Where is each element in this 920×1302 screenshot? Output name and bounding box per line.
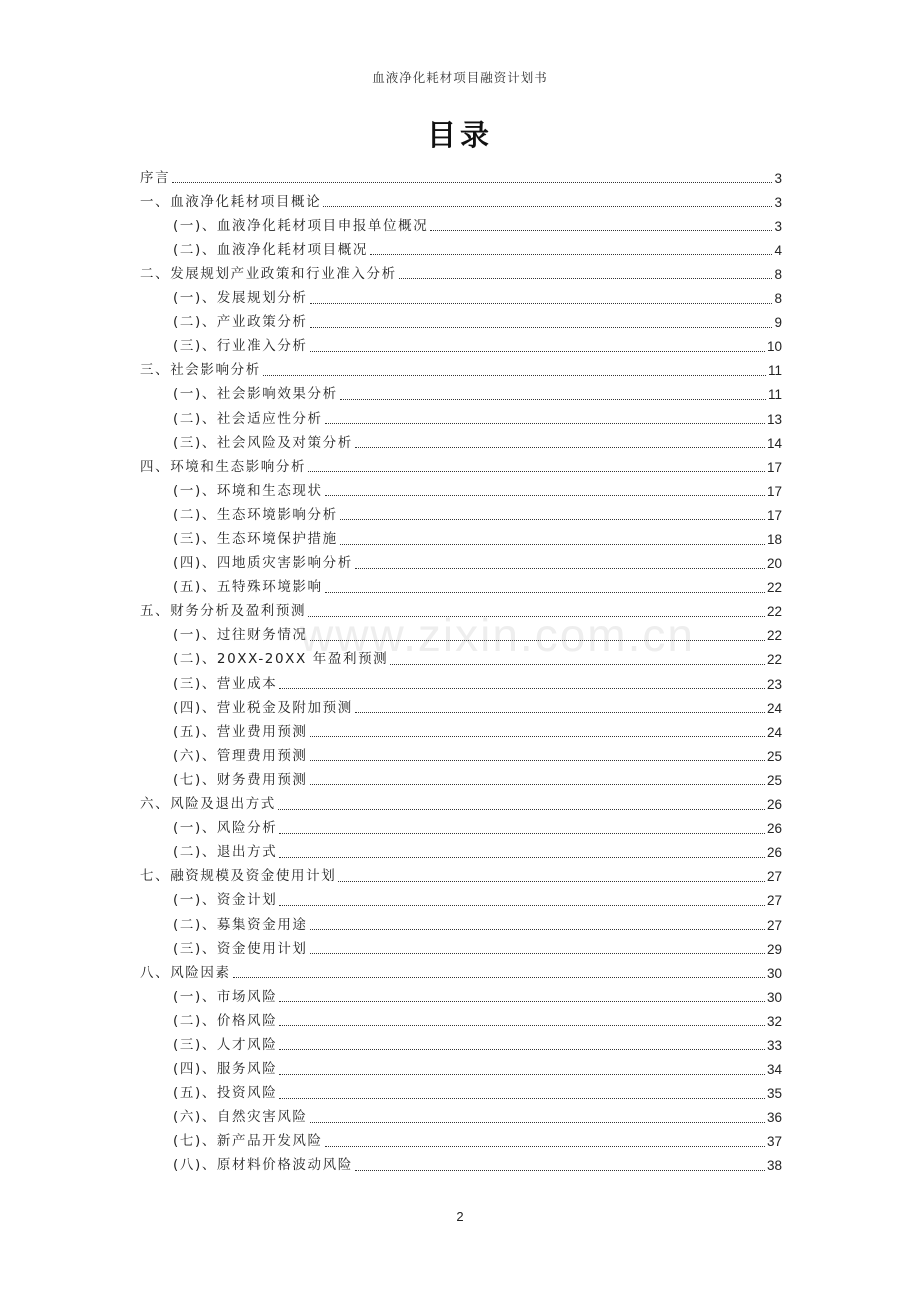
dot-leader bbox=[279, 856, 765, 858]
toc-entry-label: (八)、原材料价格波动风险 bbox=[173, 1157, 353, 1174]
toc-entry-label: 三、社会影响分析 bbox=[140, 362, 261, 379]
dot-leader bbox=[370, 253, 773, 255]
toc-entry[interactable] bbox=[140, 354, 782, 378]
toc-entry-page: 22 bbox=[766, 652, 782, 668]
dot-leader bbox=[279, 832, 765, 834]
toc-entry-page: 26 bbox=[766, 821, 782, 837]
toc-entry[interactable] bbox=[140, 378, 782, 402]
toc-entry-label: (一)、市场风险 bbox=[173, 988, 278, 1005]
dot-leader bbox=[399, 277, 773, 279]
dot-leader bbox=[310, 302, 773, 304]
dot-leader bbox=[279, 1024, 765, 1026]
toc-entry-label: (一)、社会影响效果分析 bbox=[173, 386, 338, 403]
toc-entry-page: 3 bbox=[774, 170, 782, 186]
toc-entry-label: (三)、营业成本 bbox=[173, 675, 278, 692]
dot-leader bbox=[340, 518, 765, 520]
toc-entry[interactable] bbox=[140, 233, 782, 257]
toc-entry[interactable] bbox=[140, 763, 782, 787]
toc-entry-page: 8 bbox=[774, 291, 782, 307]
toc-entry-label: (二)、产业政策分析 bbox=[173, 314, 308, 331]
toc-entry[interactable] bbox=[140, 908, 782, 932]
toc-entry-page: 17 bbox=[766, 507, 782, 523]
toc-entry[interactable] bbox=[140, 812, 782, 836]
dot-leader bbox=[323, 205, 772, 207]
toc-entry[interactable] bbox=[140, 836, 782, 860]
toc-entry-page: 22 bbox=[766, 604, 782, 620]
toc-entry-label: (三)、生态环境保护措施 bbox=[173, 531, 338, 547]
toc-entry-page: 25 bbox=[766, 772, 782, 788]
dot-leader bbox=[279, 904, 765, 906]
toc-entry-page: 23 bbox=[766, 676, 782, 692]
toc-entry[interactable] bbox=[140, 860, 782, 884]
toc-entry[interactable] bbox=[140, 209, 782, 233]
dot-leader bbox=[355, 711, 765, 713]
toc-entry-label: 四、环境和生态影响分析 bbox=[140, 458, 307, 475]
toc-entry-label: (一)、风险分析 bbox=[173, 820, 278, 837]
toc-entry[interactable] bbox=[140, 1101, 782, 1125]
toc-entry-page: 26 bbox=[766, 845, 782, 861]
dot-leader bbox=[310, 735, 765, 737]
toc-entry-page: 33 bbox=[766, 1037, 782, 1053]
toc-entry-label: (一)、环境和生态现状 bbox=[173, 482, 323, 499]
toc-entry-label: (三)、资金使用计划 bbox=[173, 940, 308, 957]
toc-entry[interactable] bbox=[140, 1004, 782, 1028]
toc-entry-label: (三)、人才风险 bbox=[173, 1036, 278, 1053]
toc-entry-label: (二)、社会适应性分析 bbox=[173, 410, 323, 427]
dot-leader bbox=[310, 1121, 765, 1123]
toc-entry[interactable] bbox=[140, 1052, 782, 1076]
toc-entry-page: 17 bbox=[766, 459, 782, 475]
toc-entry-page: 38 bbox=[766, 1158, 782, 1174]
toc-entry[interactable] bbox=[140, 691, 782, 715]
toc-entry-page: 37 bbox=[766, 1134, 782, 1150]
dot-leader bbox=[338, 880, 765, 882]
dot-leader bbox=[310, 639, 765, 641]
toc-entry-page: 3 bbox=[774, 218, 782, 234]
toc-entry[interactable] bbox=[140, 1077, 782, 1101]
dot-leader bbox=[310, 326, 773, 328]
toc-entry-label: (一)、血液净化耗材项目申报单位概况 bbox=[173, 217, 429, 234]
dot-leader bbox=[310, 952, 765, 954]
toc-entry-label: (四)、四地质灾害影响分析 bbox=[173, 555, 353, 572]
toc-entry-label: (五)、营业费用预测 bbox=[173, 723, 308, 740]
toc-entry-label: (五)、五特殊环境影响 bbox=[173, 579, 323, 596]
toc-entry[interactable] bbox=[140, 402, 782, 426]
toc-entry[interactable] bbox=[140, 185, 782, 209]
toc-entry[interactable] bbox=[140, 474, 782, 498]
dot-leader bbox=[310, 783, 765, 785]
dot-leader bbox=[310, 928, 765, 930]
toc-entry[interactable] bbox=[140, 330, 782, 354]
page-title: 目录 bbox=[426, 118, 493, 152]
toc-entry-label: (四)、服务风险 bbox=[173, 1061, 278, 1078]
toc-entry-label: (二)、价格风险 bbox=[173, 1012, 278, 1029]
toc-entry-page: 18 bbox=[766, 532, 782, 547]
dot-leader bbox=[279, 1048, 765, 1050]
dot-leader bbox=[340, 543, 765, 545]
toc-entry-page: 30 bbox=[766, 965, 782, 981]
dot-leader bbox=[279, 1097, 765, 1099]
toc-entry[interactable] bbox=[140, 884, 782, 908]
toc-entry[interactable] bbox=[140, 161, 782, 185]
toc-entry-label: 六、风险及退出方式 bbox=[140, 796, 276, 813]
toc-entry-page: 13 bbox=[766, 411, 782, 427]
toc-entry-label: 五、财务分析及盈利预测 bbox=[140, 603, 307, 620]
dot-leader bbox=[325, 422, 765, 424]
toc-entry[interactable] bbox=[140, 643, 782, 667]
toc-entry-label: (二)、退出方式 bbox=[173, 844, 278, 861]
dot-leader bbox=[172, 181, 772, 183]
dot-leader bbox=[279, 1073, 765, 1075]
toc-entry[interactable] bbox=[140, 426, 782, 450]
toc-entry-page: 30 bbox=[766, 989, 782, 1005]
toc-entry-label: 一、血液净化耗材项目概论 bbox=[140, 193, 322, 210]
toc-entry-label: (一)、过往财务情况 bbox=[173, 627, 308, 644]
toc-entry[interactable] bbox=[140, 1149, 782, 1173]
toc-entry-page: 14 bbox=[766, 435, 782, 451]
dot-leader bbox=[233, 976, 765, 978]
toc-entry-label: 七、融资规模及资金使用计划 bbox=[140, 868, 337, 885]
toc-entry[interactable] bbox=[140, 619, 782, 643]
toc-entry-label: (四)、营业税金及附加预测 bbox=[173, 699, 353, 716]
toc-entry-page: 10 bbox=[766, 339, 782, 355]
toc-entry-page: 36 bbox=[766, 1110, 782, 1126]
running-header: 血液净化耗材项目融资计划书 bbox=[372, 70, 548, 85]
dot-leader bbox=[340, 398, 766, 400]
toc-entry[interactable] bbox=[140, 956, 782, 980]
toc-entry-page: 34 bbox=[766, 1062, 782, 1078]
toc-entry[interactable] bbox=[140, 281, 782, 305]
toc-entry-label: (七)、财务费用预测 bbox=[173, 771, 308, 788]
toc-entry[interactable] bbox=[140, 547, 782, 571]
toc-entry-page: 9 bbox=[774, 315, 782, 331]
toc-entry-page: 24 bbox=[766, 700, 782, 716]
dot-leader bbox=[325, 494, 765, 496]
toc-entry-page: 22 bbox=[766, 580, 782, 596]
toc-entry-label: 八、风险因素 bbox=[140, 964, 231, 981]
toc-entry-page: 27 bbox=[766, 893, 782, 909]
toc-entry-page: 32 bbox=[766, 1013, 782, 1029]
toc-entry-page: 26 bbox=[766, 797, 782, 813]
watermark: www.zixin.com.cn bbox=[300, 609, 695, 661]
toc-entry-page: 20 bbox=[766, 556, 782, 572]
toc-entry-page: 11 bbox=[767, 363, 782, 379]
toc-entry-page: 35 bbox=[766, 1086, 782, 1102]
dot-leader bbox=[263, 374, 766, 376]
toc-entry-page: 27 bbox=[766, 869, 782, 885]
toc-entry-page: 3 bbox=[774, 194, 782, 210]
page-number: 2 bbox=[456, 1209, 464, 1224]
dot-leader bbox=[355, 1169, 765, 1171]
toc-entry[interactable] bbox=[140, 1125, 782, 1149]
toc-entry[interactable] bbox=[140, 522, 782, 546]
toc-entry[interactable] bbox=[140, 787, 782, 811]
toc-entry[interactable] bbox=[140, 306, 782, 330]
toc-entry-page: 29 bbox=[766, 941, 782, 957]
toc-entry-label: 二、发展规划产业政策和行业准入分析 bbox=[140, 265, 397, 282]
toc-entry-label: (五)、投资风险 bbox=[173, 1085, 278, 1102]
toc-entry[interactable] bbox=[140, 257, 782, 281]
toc-entry-label: 序言 bbox=[140, 169, 171, 186]
toc-entry[interactable] bbox=[140, 667, 782, 691]
toc-entry[interactable] bbox=[140, 715, 782, 739]
dot-leader bbox=[310, 350, 765, 352]
toc-entry-label: (二)、募集资金用途 bbox=[173, 916, 308, 933]
toc-entry-page: 17 bbox=[766, 483, 782, 499]
dot-leader bbox=[355, 446, 765, 448]
dot-leader bbox=[308, 470, 765, 472]
toc-entry[interactable] bbox=[140, 739, 782, 763]
dot-leader bbox=[355, 567, 765, 569]
table-of-contents bbox=[140, 161, 782, 1173]
toc-entry-label: (二)、血液净化耗材项目概况 bbox=[173, 241, 368, 258]
toc-entry-page: 11 bbox=[767, 387, 782, 403]
toc-entry-label: (六)、管理费用预测 bbox=[173, 747, 308, 764]
toc-entry-label: (二)、生态环境影响分析 bbox=[173, 506, 338, 523]
toc-entry-label: (三)、社会风险及对策分析 bbox=[173, 434, 353, 451]
toc-entry-page: 8 bbox=[774, 266, 782, 282]
toc-entry-label: (一)、资金计划 bbox=[173, 892, 278, 909]
toc-entry-label: (一)、发展规划分析 bbox=[173, 290, 308, 307]
toc-entry-label: (三)、行业准入分析 bbox=[173, 338, 308, 355]
dot-leader bbox=[278, 808, 765, 810]
toc-entry[interactable] bbox=[140, 980, 782, 1004]
dot-leader bbox=[325, 591, 765, 593]
dot-leader bbox=[308, 615, 765, 617]
toc-entry[interactable] bbox=[140, 932, 782, 956]
toc-entry[interactable] bbox=[140, 571, 782, 595]
dot-leader bbox=[279, 1000, 765, 1002]
toc-entry[interactable] bbox=[140, 450, 782, 474]
dot-leader bbox=[279, 687, 765, 689]
dot-leader bbox=[310, 759, 765, 761]
toc-entry[interactable] bbox=[140, 595, 782, 619]
toc-entry-label: (七)、新产品开发风险 bbox=[173, 1133, 323, 1150]
toc-entry-page: 22 bbox=[766, 628, 782, 644]
toc-entry[interactable] bbox=[140, 498, 782, 522]
toc-entry-page: 24 bbox=[766, 724, 782, 740]
dot-leader bbox=[430, 229, 772, 231]
toc-entry-page: 27 bbox=[766, 917, 782, 933]
toc-entry-label: (二)、20XX-20XX 年盈利预测 bbox=[173, 651, 389, 668]
dot-leader bbox=[390, 663, 765, 665]
toc-entry-page: 4 bbox=[774, 242, 782, 258]
dot-leader bbox=[325, 1145, 765, 1147]
toc-entry-label: (六)、自然灾害风险 bbox=[173, 1109, 308, 1126]
toc-entry[interactable] bbox=[140, 1028, 782, 1052]
toc-entry-page: 25 bbox=[766, 748, 782, 764]
